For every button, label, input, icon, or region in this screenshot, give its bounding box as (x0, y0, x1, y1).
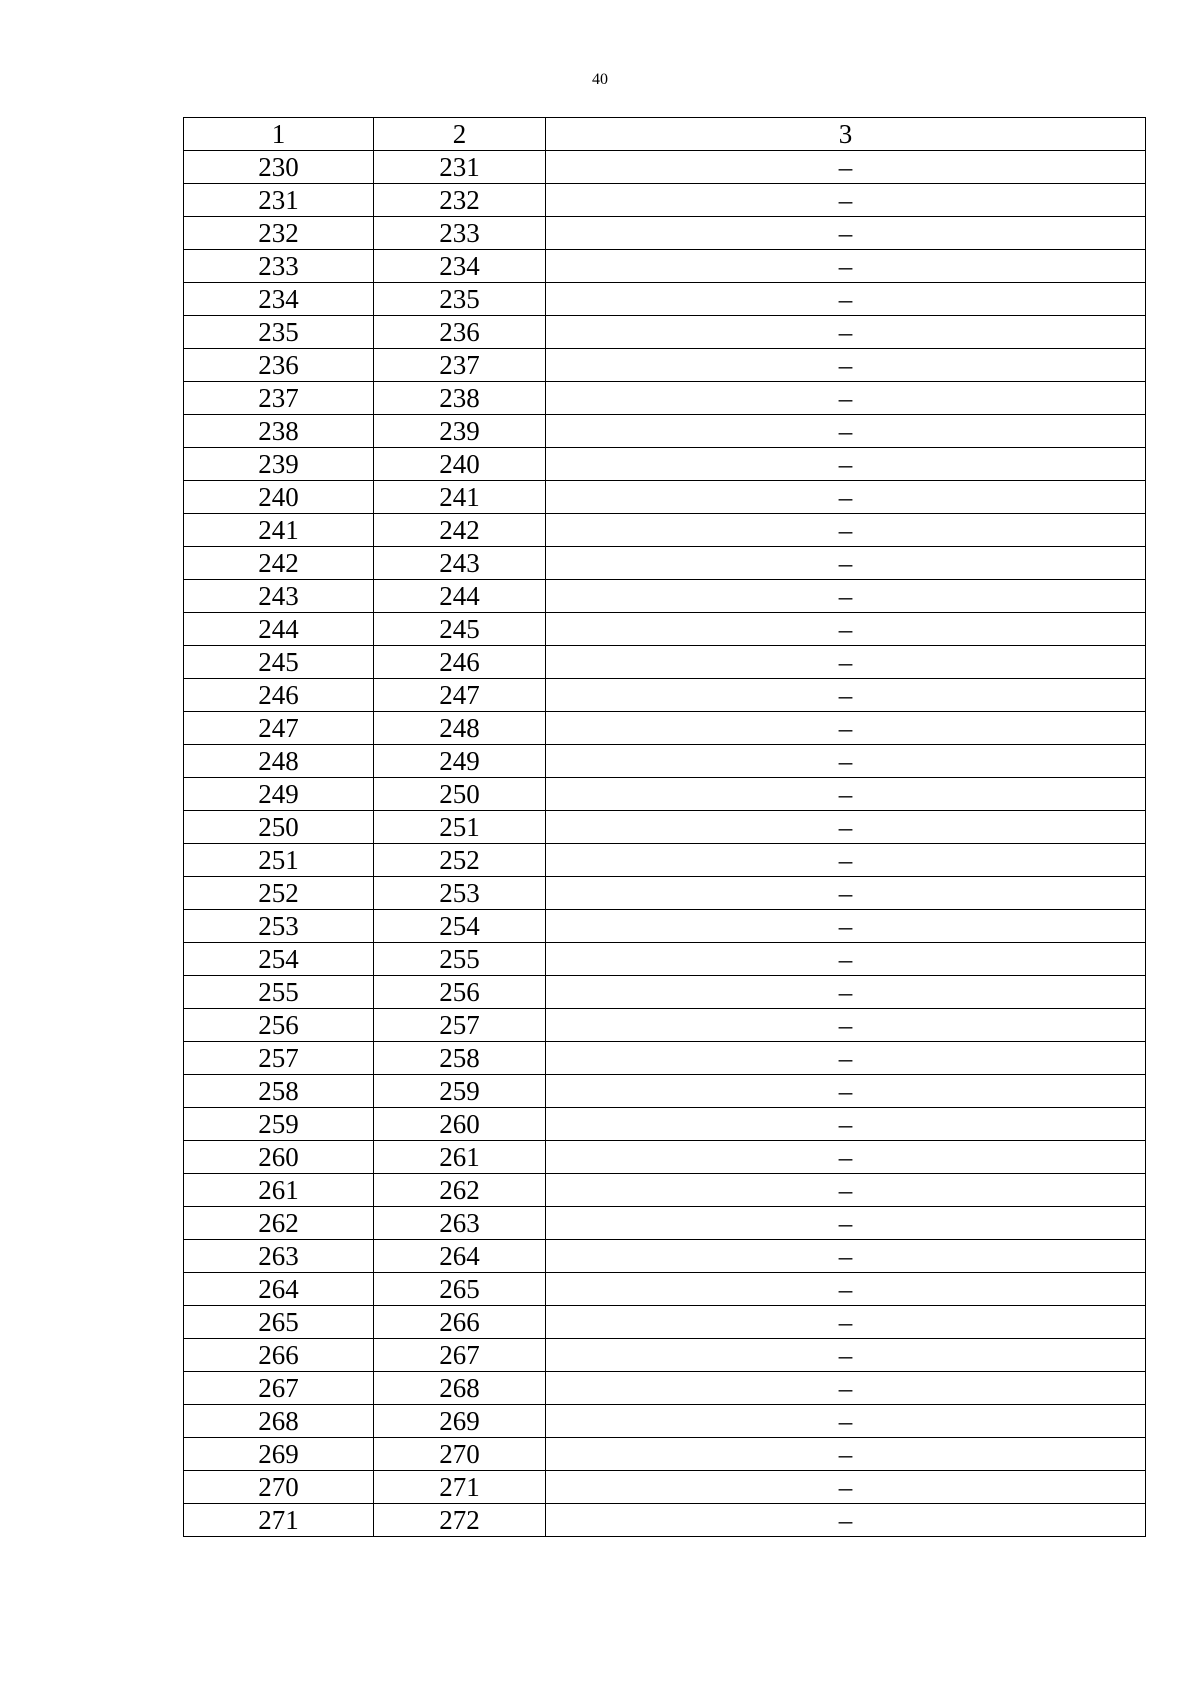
table-cell-col-1: 249 (184, 778, 374, 811)
table-cell-col-3: – (546, 1504, 1146, 1537)
table-cell-col-3: – (546, 448, 1146, 481)
table-cell-col-1: 254 (184, 943, 374, 976)
table-cell-col-3: – (546, 1405, 1146, 1438)
table-cell-col-2: 250 (374, 778, 546, 811)
table-cell-col-2: 266 (374, 1306, 546, 1339)
table-cell-col-1: 251 (184, 844, 374, 877)
table-row (184, 1108, 1146, 1141)
table-cell-col-3: – (546, 745, 1146, 778)
table-cell-col-1: 256 (184, 1009, 374, 1042)
table-row (184, 811, 1146, 844)
table-header-row (184, 118, 1146, 151)
table-row (184, 1372, 1146, 1405)
table-row (184, 877, 1146, 910)
table-cell-col-1: 238 (184, 415, 374, 448)
table-cell-col-1: 237 (184, 382, 374, 415)
table-row (184, 1042, 1146, 1075)
table-cell-col-3: – (546, 1174, 1146, 1207)
table-row (184, 976, 1146, 1009)
table-row (184, 349, 1146, 382)
table-cell-col-1: 261 (184, 1174, 374, 1207)
table-cell-col-1: 240 (184, 481, 374, 514)
table-cell-col-3: – (546, 217, 1146, 250)
table-row (184, 283, 1146, 316)
table-cell-col-2: 247 (374, 679, 546, 712)
page-number: 40 (592, 71, 608, 88)
table-cell-col-3: – (546, 646, 1146, 679)
table-cell-col-2: 242 (374, 514, 546, 547)
table-cell-col-2: 259 (374, 1075, 546, 1108)
table-cell-col-3: – (546, 1339, 1146, 1372)
table-cell-col-1: 264 (184, 1273, 374, 1306)
table-row (184, 910, 1146, 943)
table-cell-col-1: 269 (184, 1438, 374, 1471)
table-row (184, 514, 1146, 547)
table-cell-col-3: – (546, 844, 1146, 877)
table-cell-col-2: 260 (374, 1108, 546, 1141)
table-cell-col-1: 245 (184, 646, 374, 679)
table-row (184, 1339, 1146, 1372)
table-cell-col-3: – (546, 316, 1146, 349)
table-cell-col-3: – (546, 712, 1146, 745)
table-cell-col-2: 253 (374, 877, 546, 910)
table-cell-col-3: – (546, 151, 1146, 184)
table-cell-col-2: 234 (374, 250, 546, 283)
table-row (184, 184, 1146, 217)
table-cell-col-2: 263 (374, 1207, 546, 1240)
table-row (184, 943, 1146, 976)
table-cell-col-1: 248 (184, 745, 374, 778)
table-cell-col-1: 234 (184, 283, 374, 316)
table-row (184, 1273, 1146, 1306)
table-row (184, 712, 1146, 745)
table-cell-col-1: 242 (184, 547, 374, 580)
column-header-2: 2 (374, 118, 546, 151)
table-cell-col-1: 250 (184, 811, 374, 844)
table-cell-col-2: 231 (374, 151, 546, 184)
table-row (184, 151, 1146, 184)
table-cell-col-3: – (546, 250, 1146, 283)
table-cell-col-3: – (546, 1075, 1146, 1108)
table-cell-col-1: 243 (184, 580, 374, 613)
table-cell-col-3: – (546, 877, 1146, 910)
table-cell-col-3: – (546, 1438, 1146, 1471)
table-row (184, 1306, 1146, 1339)
table-cell-col-1: 266 (184, 1339, 374, 1372)
table-row (184, 679, 1146, 712)
table-cell-col-2: 235 (374, 283, 546, 316)
table-cell-col-1: 270 (184, 1471, 374, 1504)
table-cell-col-3: – (546, 415, 1146, 448)
table-cell-col-2: 270 (374, 1438, 546, 1471)
table-cell-col-3: – (546, 349, 1146, 382)
table-cell-col-3: – (546, 1141, 1146, 1174)
table-cell-col-2: 251 (374, 811, 546, 844)
table-cell-col-1: 263 (184, 1240, 374, 1273)
table-cell-col-2: 271 (374, 1471, 546, 1504)
table-cell-col-3: – (546, 943, 1146, 976)
table-cell-col-2: 268 (374, 1372, 546, 1405)
table-row (184, 1504, 1146, 1537)
table-cell-col-1: 265 (184, 1306, 374, 1339)
table-cell-col-3: – (546, 1306, 1146, 1339)
table-row (184, 1405, 1146, 1438)
table-cell-col-2: 264 (374, 1240, 546, 1273)
table-cell-col-3: – (546, 1372, 1146, 1405)
table-cell-col-1: 271 (184, 1504, 374, 1537)
table-cell-col-1: 239 (184, 448, 374, 481)
table-cell-col-3: – (546, 481, 1146, 514)
table-row (184, 316, 1146, 349)
table-row (184, 1174, 1146, 1207)
table-cell-col-3: – (546, 910, 1146, 943)
table-cell-col-1: 255 (184, 976, 374, 1009)
table-cell-col-2: 236 (374, 316, 546, 349)
table-cell-col-2: 233 (374, 217, 546, 250)
table-cell-col-3: – (546, 679, 1146, 712)
table-row (184, 745, 1146, 778)
table-cell-col-3: – (546, 514, 1146, 547)
table-cell-col-2: 249 (374, 745, 546, 778)
table-cell-col-1: 267 (184, 1372, 374, 1405)
table-cell-col-2: 254 (374, 910, 546, 943)
column-header-1: 1 (184, 118, 374, 151)
table-row (184, 415, 1146, 448)
table-cell-col-2: 258 (374, 1042, 546, 1075)
table-row (184, 1438, 1146, 1471)
table-cell-col-3: – (546, 382, 1146, 415)
table-cell-col-2: 241 (374, 481, 546, 514)
table-cell-col-2: 255 (374, 943, 546, 976)
table-cell-col-3: – (546, 580, 1146, 613)
table-cell-col-3: – (546, 1240, 1146, 1273)
table-cell-col-3: – (546, 547, 1146, 580)
table-cell-col-2: 257 (374, 1009, 546, 1042)
table-cell-col-2: 261 (374, 1141, 546, 1174)
column-header-3: 3 (546, 118, 1146, 151)
table-cell-col-3: – (546, 1042, 1146, 1075)
table-cell-col-1: 252 (184, 877, 374, 910)
table-cell-col-2: 239 (374, 415, 546, 448)
table-cell-col-3: – (546, 1273, 1146, 1306)
table-cell-col-1: 235 (184, 316, 374, 349)
table-cell-col-2: 237 (374, 349, 546, 382)
table-cell-col-1: 259 (184, 1108, 374, 1141)
table-cell-col-1: 246 (184, 679, 374, 712)
table-cell-col-1: 244 (184, 613, 374, 646)
table-cell-col-2: 252 (374, 844, 546, 877)
table-cell-col-1: 258 (184, 1075, 374, 1108)
table-cell-col-1: 247 (184, 712, 374, 745)
table-cell-col-2: 269 (374, 1405, 546, 1438)
table-cell-col-2: 248 (374, 712, 546, 745)
table-cell-col-1: 231 (184, 184, 374, 217)
table-cell-col-2: 232 (374, 184, 546, 217)
table-cell-col-1: 262 (184, 1207, 374, 1240)
table-cell-col-3: – (546, 184, 1146, 217)
table-row (184, 580, 1146, 613)
table-row (184, 613, 1146, 646)
table-cell-col-3: – (546, 1009, 1146, 1042)
table-cell-col-1: 257 (184, 1042, 374, 1075)
table-row (184, 778, 1146, 811)
table-cell-col-2: 267 (374, 1339, 546, 1372)
table-cell-col-2: 238 (374, 382, 546, 415)
table-row (184, 481, 1146, 514)
table-cell-col-1: 230 (184, 151, 374, 184)
table-cell-col-3: – (546, 1471, 1146, 1504)
table-cell-col-3: – (546, 613, 1146, 646)
data-table (183, 117, 1146, 1537)
table-cell-col-2: 243 (374, 547, 546, 580)
table-cell-col-1: 268 (184, 1405, 374, 1438)
table-row (184, 382, 1146, 415)
table-cell-col-1: 232 (184, 217, 374, 250)
table-cell-col-2: 272 (374, 1504, 546, 1537)
table-cell-col-3: – (546, 1108, 1146, 1141)
table-row (184, 646, 1146, 679)
table-row (184, 1240, 1146, 1273)
table-cell-col-3: – (546, 976, 1146, 1009)
table-row (184, 1141, 1146, 1174)
table-body (184, 118, 1146, 1537)
table-cell-col-3: – (546, 811, 1146, 844)
table-cell-col-2: 245 (374, 613, 546, 646)
table-cell-col-2: 244 (374, 580, 546, 613)
table-cell-col-2: 256 (374, 976, 546, 1009)
table-row (184, 1207, 1146, 1240)
table-cell-col-2: 265 (374, 1273, 546, 1306)
table-row (184, 547, 1146, 580)
table-cell-col-2: 262 (374, 1174, 546, 1207)
table-row (184, 1009, 1146, 1042)
table-row (184, 1471, 1146, 1504)
table-row (184, 448, 1146, 481)
table-row (184, 1075, 1146, 1108)
table-row (184, 844, 1146, 877)
table-cell-col-1: 260 (184, 1141, 374, 1174)
table-cell-col-2: 240 (374, 448, 546, 481)
table-cell-col-3: – (546, 778, 1146, 811)
table-cell-col-3: – (546, 283, 1146, 316)
table-cell-col-1: 236 (184, 349, 374, 382)
table-cell-col-1: 241 (184, 514, 374, 547)
table-cell-col-2: 246 (374, 646, 546, 679)
table-row (184, 217, 1146, 250)
table-row (184, 250, 1146, 283)
table-cell-col-3: – (546, 1207, 1146, 1240)
table-cell-col-1: 233 (184, 250, 374, 283)
table-cell-col-1: 253 (184, 910, 374, 943)
